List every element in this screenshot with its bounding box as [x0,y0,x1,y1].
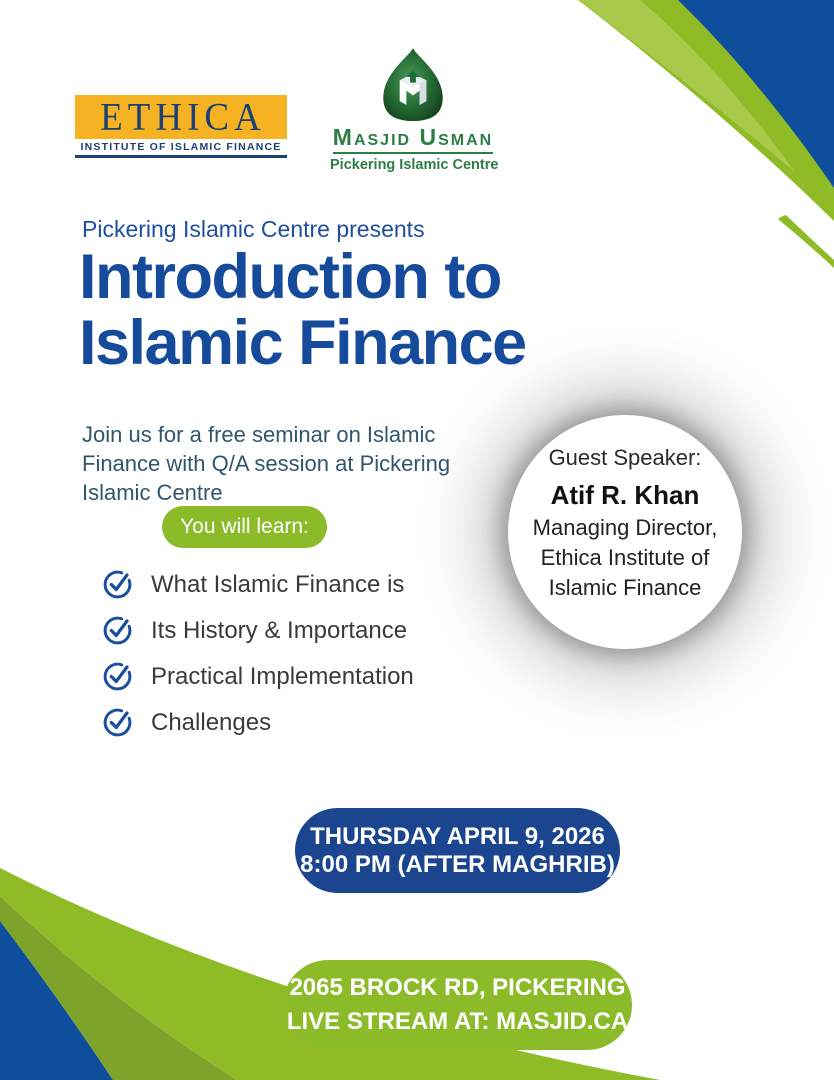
list-item [101,658,414,695]
speaker-role-line-1: Managing Director, [532,515,718,540]
speaker-role-line-3: Islamic Finance [548,575,702,600]
masjid-usman-tagline: Pickering Islamic Centre [330,156,499,173]
mosque-dome-icon [375,46,451,122]
guest-speaker-label: Guest Speaker: [548,445,702,470]
schedule-date: THURSDAY APRIL 9, 2026 [310,822,605,850]
list-item-label: Practical Implementation [151,662,414,690]
location-pill [283,960,632,1050]
ethica-underline [75,155,287,158]
title-line-2: Islamic Finance [79,308,526,378]
learn-checklist [101,566,414,750]
speaker-role-line-2: Ethica Institute of [540,545,710,570]
circle-check-icon [101,614,134,647]
page-title [79,244,526,376]
masjid-usman-logo [330,46,499,173]
list-item [101,704,414,741]
schedule-time: 8:00 PM (AFTER MAGHRIB) [300,850,615,878]
ethica-tagline: INSTITUTE OF ISLAMIC FINANCE [80,141,282,153]
ethica-logo-box [75,95,287,139]
you-will-learn-label: You will learn: [180,515,309,538]
guest-speaker-name: Atif R. Khan [550,480,700,510]
masjid-usman-name: Masjid Usman [332,124,494,150]
location-livestream: LIVE STREAM AT: MASJID.CA [286,1008,629,1035]
you-will-learn-pill [162,506,327,548]
guest-speaker-circle [508,415,742,649]
masjid-usman-underline [333,152,493,154]
ethica-wordmark: ETHICA [100,95,266,139]
top-right-green-sliver [778,215,834,268]
guest-speaker-role [533,513,718,603]
location-address: 2065 BROCK RD, PICKERING [289,974,626,1001]
list-item-label: Challenges [151,708,272,736]
schedule-pill [295,808,620,893]
circle-check-icon [101,660,134,693]
list-item [101,612,414,649]
list-item-label: What Islamic Finance is [151,570,405,598]
ethica-logo [75,95,287,158]
intro-paragraph: Join us for a free seminar on Islamic Finance with Q/A session at Pickering Islamic Centre [82,422,451,505]
list-item [101,566,414,603]
list-item-label: Its History & Importance [151,616,408,644]
circle-check-icon [101,706,134,739]
circle-check-icon [101,568,134,601]
title-line-1: Introduction to [79,242,501,312]
kicker-text: Pickering Islamic Centre presents [82,216,425,242]
